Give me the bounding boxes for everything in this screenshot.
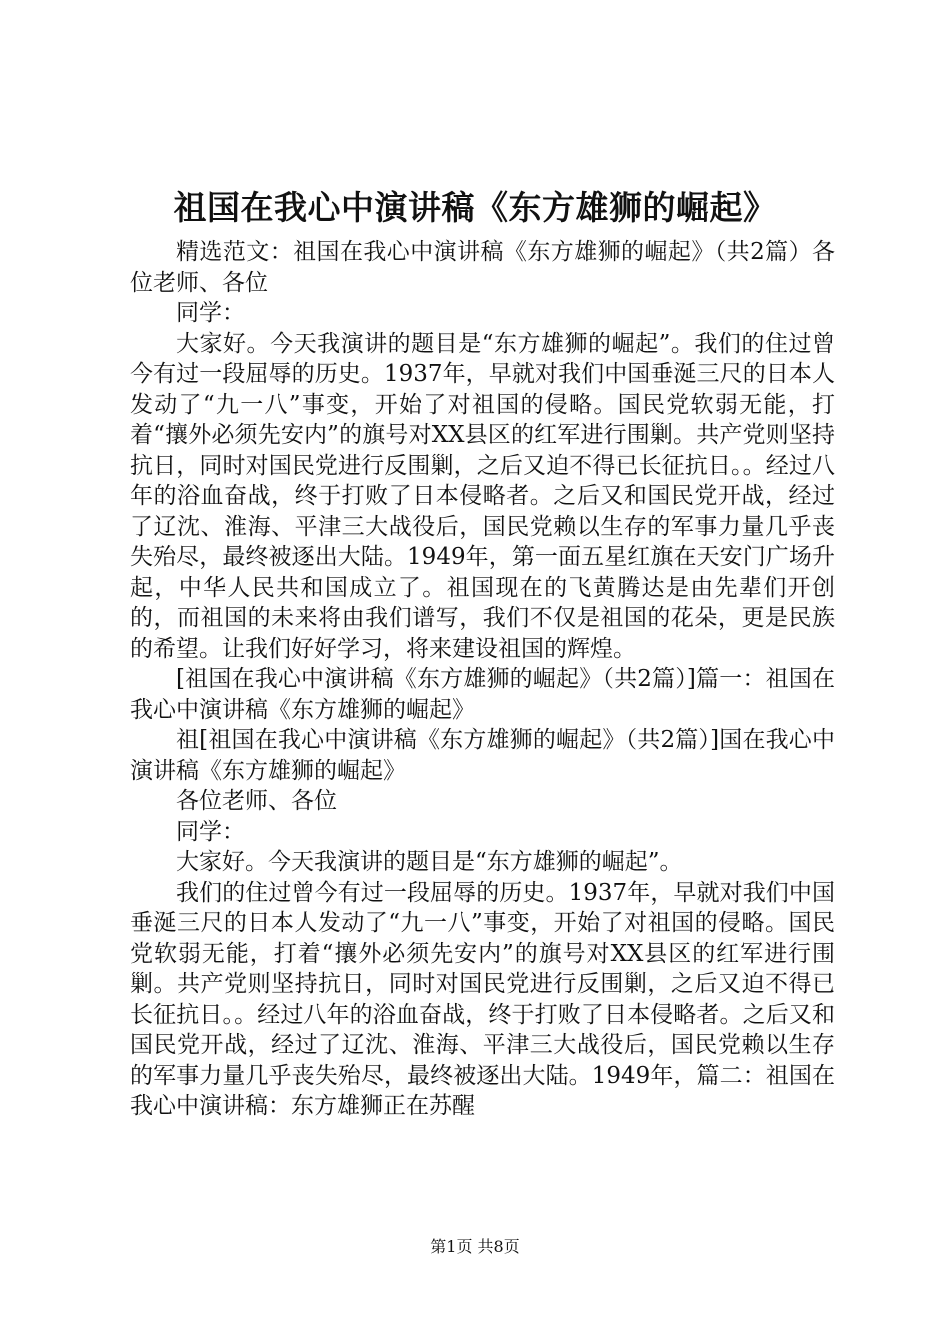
paragraph-intro: 精选范文：祖国在我心中演讲稿《东方雄狮的崛起》（共2篇）各位老师、各位 (130, 239, 835, 296)
paragraph-history: 我们的住过曾今有过一段屈辱的历史。1937年，早就对我们中国垂涎三尺的日本人发动了“九一八”事变，开始了对祖国的侵略。国民党软弱无能，打着“攘外必须先安内”的旗号对XX县区的红军进行围剿。共产党则坚持抗日，同时对国民党进行反围剿，之后又迫不得已长征抗日。。经过八年的浴血奋战，终于打败了日本侵略者。之后又和国民党开战，经过了辽沈、淮海、平津三大战役后，国民党赖以生存的军事力量几乎丧失殆尽，最终被逐出大陆。1949年，篇二：祖国在我心中演讲稿：东方雄狮正在苏醒 (130, 879, 835, 1119)
paragraph-section-one-title: 祖[祖国在我心中演讲稿《东方雄狮的崛起》（共2篇）]国在我心中演讲稿《东方雄狮的崛起》 (130, 727, 835, 784)
page-footer: 第1页 共8页 (430, 1237, 520, 1256)
paragraph-greeting-2: 同学： (176, 818, 245, 845)
paragraph-speech: 大家好。今天我演讲的题目是“东方雄狮的崛起”。我们的住过曾今有过一段屈辱的历史。1937年，早就对我们中国垂涎三尺的日本人发动了“九一八”事变，开始了对祖国的侵略。国民党软弱无能，打着“攘外必须先安内”的旗号对XX县区的红军进行围剿。共产党则坚持抗日，同时对国民党进行反围剿，之后又迫不得已长征抗日。。经过八年的浴血奋战，终于打败了日本侵略者。之后又和国民党开战，经过了辽沈、淮海、平津三大战役后，国民党赖以生存的军事力量几乎丧失殆尽，最终被逐出大陆。1949年，第一面五星红旗在天安门广场升起，中华人民共和国成立了。祖国现在的飞黄腾达是由先辈们开创的，而祖国的未来将由我们谱写，我们不仅是祖国的花朵，更是民族的希望。让我们好好学习，将来建设祖国的辉煌。 (130, 330, 835, 662)
document-body (130, 237, 835, 1122)
document-title: 祖国在我心中演讲稿《东方雄狮的崛起》 (173, 188, 777, 227)
paragraph-greeting: 同学： (176, 300, 245, 326)
paragraph-salutation: 各位老师、各位 (176, 788, 337, 814)
paragraph-opening: 大家好。今天我演讲的题目是“东方雄狮的崛起”。 (176, 849, 683, 875)
paragraph-section-one-heading: [祖国在我心中演讲稿《东方雄狮的崛起》（共2篇）]篇一：祖国在我心中演讲稿《东方雄狮的崛起》 (130, 666, 835, 723)
